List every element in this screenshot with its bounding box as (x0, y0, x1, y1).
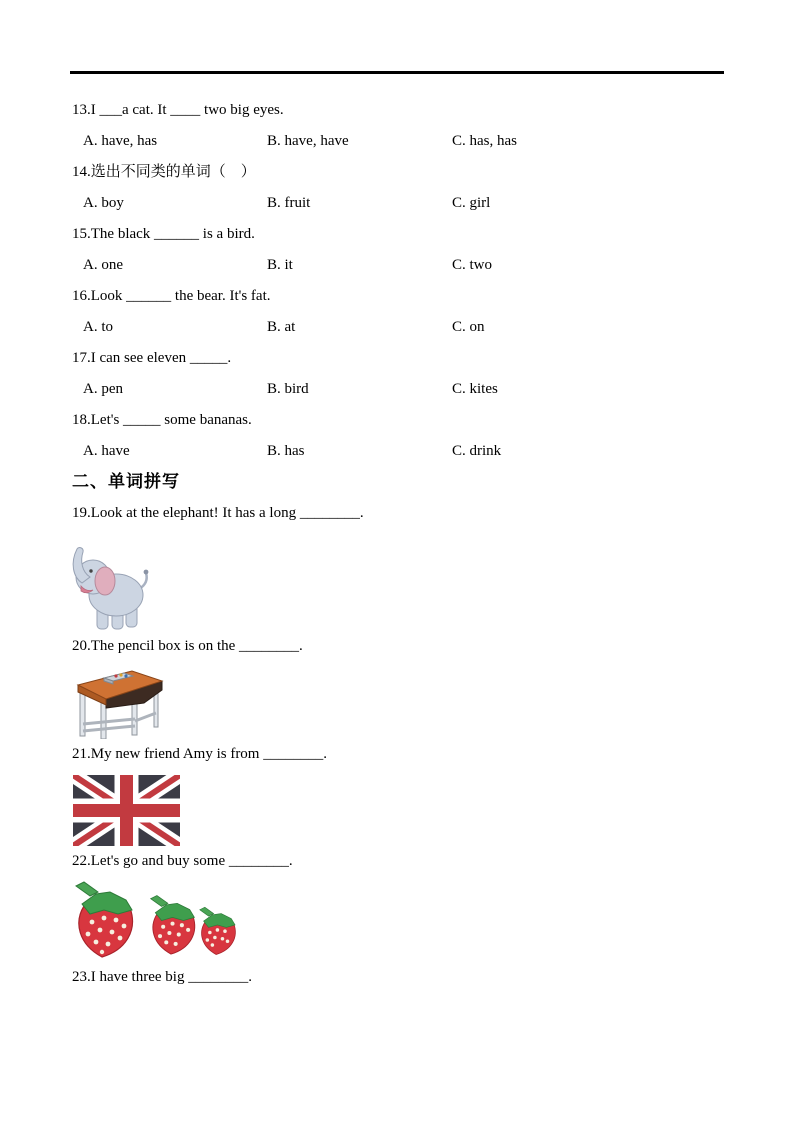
question-text: 18.Let's _____ some bananas. (72, 412, 252, 428)
spelling-question-23: 23.I have three big ________. (72, 969, 252, 985)
spelling-question-21: 21.My new friend Amy is from ________. (72, 746, 327, 762)
option-a: A. to (83, 319, 113, 335)
option-b: B. have, have (267, 133, 349, 149)
mc-question-15 (72, 219, 732, 281)
section-title: 二、单词拼写 (72, 472, 180, 492)
elephant-icon (69, 543, 154, 631)
option-b: B. has (267, 443, 305, 459)
page-content (72, 95, 732, 993)
question-text: 14.选出不同类的单词（ ） (72, 164, 256, 180)
options-row (72, 312, 732, 343)
options-row (72, 250, 732, 281)
option-a: A. one (83, 257, 123, 273)
spelling-question-20: 20.The pencil box is on the ________. (72, 638, 303, 654)
option-b: B. fruit (267, 195, 311, 211)
spelling-question-22: 22.Let's go and buy some ________. (72, 853, 293, 869)
header-horizontal-rule (70, 71, 724, 74)
question-text: 17.I can see eleven _____. (72, 350, 232, 366)
question-text: 15.The black ______ is a bird. (72, 226, 255, 242)
option-a: A. pen (83, 381, 123, 397)
uk-flag-icon (73, 775, 180, 846)
spelling-question-19: 19.Look at the elephant! It has a long ________. (72, 505, 364, 521)
option-c: C. has, has (452, 133, 517, 149)
desk-icon (72, 669, 165, 739)
question-text: 13.I ___a cat. It ____ two big eyes. (72, 102, 284, 118)
strawberries-illustration (70, 880, 242, 962)
option-b: B. it (267, 257, 293, 273)
option-b: B. at (267, 319, 296, 335)
desk-with-pencil-box-illustration (72, 669, 165, 739)
option-c: C. two (452, 257, 493, 273)
option-a: A. boy (83, 195, 124, 211)
mc-question-16 (72, 281, 732, 343)
strawberries-icon (70, 880, 242, 962)
option-a: A. have (83, 443, 130, 459)
options-row (72, 374, 732, 405)
option-b: B. bird (267, 381, 309, 397)
options-row (72, 436, 732, 467)
elephant-illustration (69, 543, 154, 631)
option-c: C. girl (452, 195, 491, 211)
option-a: A. have, has (83, 133, 158, 149)
mc-question-13 (72, 95, 732, 157)
question-text: 16.Look ______ the bear. It's fat. (72, 288, 271, 304)
mc-question-18 (72, 405, 732, 467)
uk-flag-illustration (73, 775, 180, 846)
options-row (72, 126, 732, 157)
option-c: C. drink (452, 443, 502, 459)
mc-question-17 (72, 343, 732, 405)
options-row (72, 188, 732, 219)
mc-question-14 (72, 157, 732, 219)
option-c: C. kites (452, 381, 498, 397)
option-c: C. on (452, 319, 485, 335)
